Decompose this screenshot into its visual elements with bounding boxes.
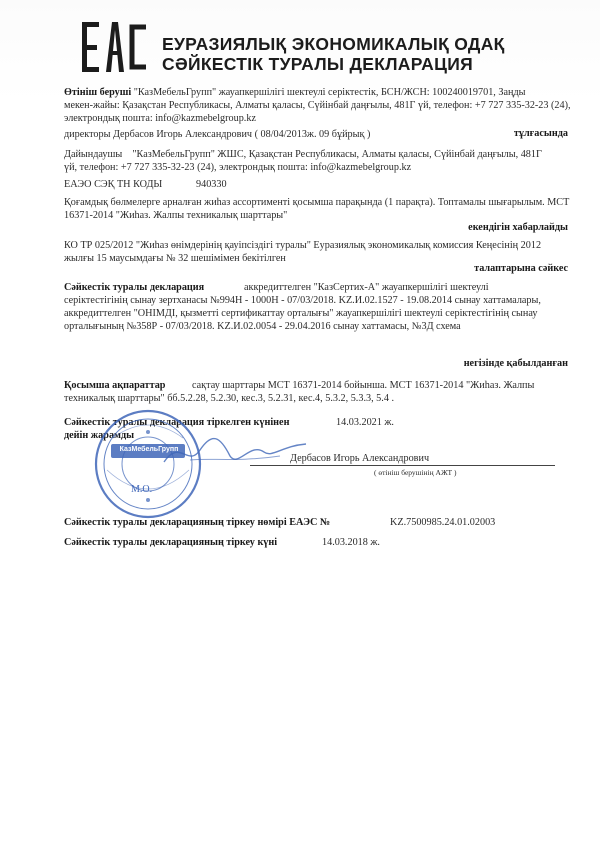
basis-line1: аккредиттелген "КазСертих-А" жауапкершілігі шектеулі: [244, 282, 489, 293]
basis-line3: аккредиттелген "ОНІМДІ, қызметті сертификаттау орталығы" жауапкершілігі шектеулі серіктестігінің сынау: [64, 308, 538, 319]
regulation-line1: КО ТР 025/2012 "Жиһаз өнімдерінің қауіпсіздігі туралы" Еуразиялық экономикалық комиссия Кеңесінің 2012: [64, 240, 542, 251]
manufacturer-row: [64, 148, 542, 161]
code-label: ЕАЭО СЭҚ ТН КОДЫ: [64, 179, 163, 190]
basis-line4: орталығының №358Р - 07/03/2018. KZ.И.02.0054 - 29.04.2016 сынау хаттамасы, №3Д схема: [64, 321, 461, 332]
manufacturer-line2: үй, телефон: +7 727 335-32-23 (24), электрондық пошта: info@kazmebelgroup.kz: [64, 162, 412, 173]
document-title-line2: СӘЙКЕСТІК ТУРАЛЫ ДЕКЛАРАЦИЯ: [162, 54, 473, 74]
signatory-name: Дербасов Игорь Александрович: [290, 453, 430, 464]
applicant-row: [64, 86, 526, 99]
basis-label: Сәйкестік туралы декларация: [64, 282, 205, 293]
director-right-label: тұлғасында: [513, 128, 568, 139]
applicant-label: Өтініш беруші: [64, 87, 132, 98]
basis-right-label: негізінде қабылданған: [463, 358, 568, 369]
additional-line1: сақтау шарттары МСТ 16371-2014 бойынша. МСТ 16371-2014 "Жиһаз. Жалпы: [192, 380, 535, 391]
validity-label-line2: дейін жарамды: [64, 430, 135, 441]
registration-date-value: 14.03.2018 ж.: [322, 537, 380, 548]
product-right-label: екендігін хабарлайды: [468, 222, 568, 233]
applicant-line2: мекен-жайы: Қазақстан Республикасы, Алматы қаласы, Сүйінбай даңғылы, 481Г үй, телефон: +7 727 335-32-23 (24),: [64, 100, 571, 111]
document-title-line1: ЕУРАЗИЯЛЫҚ ЭКОНОМИКАЛЫҚ ОДАҚ: [162, 34, 505, 54]
registration-number-label: Сәйкестік туралы декларацияның тіркеу нөмірі ЕАЭС №: [64, 517, 331, 528]
registration-date-label: Сәйкестік туралы декларацияның тіркеу күні: [64, 537, 278, 548]
eac-logo: [80, 18, 150, 76]
code-value: 940330: [196, 179, 227, 190]
regulation-line2: жылғы 15 маусымдағы № 32 шешімімен бекітілген: [64, 253, 286, 264]
validity-label-line1: Сәйкестік туралы декларация тіркелген күнінен: [64, 417, 290, 428]
applicant-line1: "КазМебельГрупп" жауапкершілігі шектеулі серіктестік, БСН/ЖСН: 100240019701, Заңды: [131, 87, 526, 98]
basis-line2: серіктестігінің сынау зертханасы №994Н - 1000Н - 07/03/2018. KZ.И.02.1527 - 19.08.2014 сынау хаттамалары,: [64, 295, 541, 306]
director-line: директоры Дербасов Игорь Александрович ( 08/04/2013ж. 09 бұйрық ): [64, 129, 371, 140]
handwritten-signature: [160, 432, 310, 472]
product-line1: Қоғамдық бөлмелерге арналған жиһаз ассортименті қосымша парақында (1 парақта). Топтамалы шығарылым. МСТ: [64, 197, 570, 208]
product-line2: 16371-2014 "Жиһаз. Жалпы техникалық шарттары": [64, 210, 288, 221]
additional-label: Қосымша ақпараттар: [64, 380, 166, 391]
seal-brand-text: КазМебельГрупп: [119, 446, 179, 453]
manufacturer-line1: "КазМебельГрупп" ЖШС, Қазақстан Республикасы, Алматы қаласы, Сүйінбай даңғылы, 481Г: [132, 149, 542, 160]
validity-value: 14.03.2021 ж.: [336, 417, 394, 428]
regulation-right-label: талаптарына сәйкес: [474, 263, 568, 274]
additional-line2: техникалық шарттары" бб.5.2.28, 5.2.30, кес.3, 5.2.31, кес.4, 5.3.2, 5.3.3, 5.4 .: [64, 393, 395, 404]
signatory-caption: ( өтініш берушінің АЖТ ): [374, 468, 457, 477]
seal-mark: М.О.: [131, 484, 153, 495]
applicant-line3: электрондық пошта: info@kazmebelgroup.kz: [64, 113, 256, 124]
registration-number-value: KZ.7500985.24.01.02003: [390, 517, 496, 528]
manufacturer-label: Дайындаушы: [64, 149, 123, 160]
